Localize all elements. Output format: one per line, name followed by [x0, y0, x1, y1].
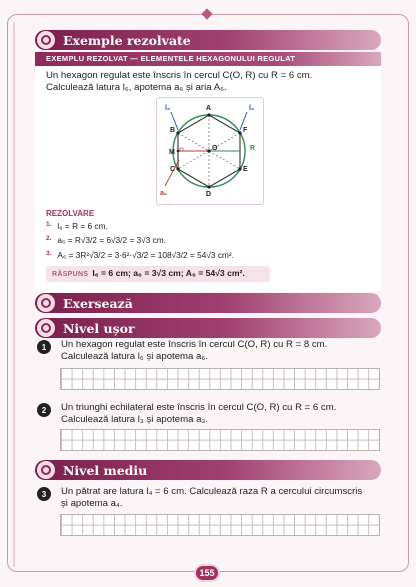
section-header-practice	[35, 293, 381, 313]
side-label-left: l₆	[165, 105, 171, 112]
margin-line	[13, 22, 15, 567]
worked-example-header-text: EXEMPLU REZOLVAT — ELEMENTELE HEXAGONULUI REGULAT	[46, 54, 296, 63]
vertex-label-A: A	[206, 105, 212, 112]
section-header-easy	[35, 318, 381, 338]
example-statement-line-2: Calculează latura l₆, apotema a₆ și aria A₆.	[46, 82, 227, 93]
vertex-label-B: B	[170, 127, 176, 134]
apothem-pointer	[165, 160, 179, 186]
answer-box	[46, 266, 270, 282]
apothem-label: a₆	[160, 190, 168, 197]
exercise-number: 2	[37, 403, 51, 417]
exercise-text: Un hexagon regulat este înscris în cercul C(O, R) cu R = 8 cm. Calculează latura l₆ și apotema a₆.	[61, 339, 328, 362]
page-number: 155	[194, 564, 220, 582]
example-statement	[46, 70, 376, 94]
vertex-label-C: C	[170, 166, 176, 173]
radius-label-R: R	[250, 145, 256, 152]
solution-step-2: $^{2.}$ a₆ = R√3/2 = 6√3/2 = 3√3 cm.	[46, 235, 166, 245]
answer-text: l₆ = 6 cm; a₆ = 3√3 cm; A₆ = 54√3 cm².	[92, 268, 245, 278]
section-header-medium	[35, 460, 381, 480]
example-statement-line-1: Un hexagon regulat este înscris în cercul C(O, R) cu R = 6 cm.	[46, 70, 313, 81]
worked-example-header	[35, 52, 381, 66]
center-label-O: O	[212, 145, 218, 152]
exercise-number: 1	[37, 340, 51, 354]
section-bullet-icon	[37, 294, 55, 312]
section-bullet-icon	[37, 31, 55, 49]
vertex-label-F: F	[243, 127, 248, 134]
answer-grid-2[interactable]	[60, 429, 380, 451]
solution-step-1: $^{1.}$ l₆ = R = 6 cm.	[46, 221, 108, 231]
vertex-label-D: D	[206, 191, 212, 198]
section-title: Nivel ușor	[63, 320, 135, 336]
answer-grid-3[interactable]	[60, 514, 380, 536]
answer-label: RĂSPUNS	[52, 271, 89, 278]
solution-title: REZOLVARE	[46, 209, 95, 218]
side-label-right: l₆	[249, 105, 255, 112]
section-bullet-icon	[37, 461, 55, 479]
section-title: Exemple rezolvate	[63, 32, 191, 48]
vertex-label-E: E	[243, 166, 248, 173]
hexagon-figure	[156, 97, 264, 205]
section-title: Nivel mediu	[63, 462, 148, 478]
section-bullet-icon	[37, 319, 55, 337]
exercise-number: 3	[37, 487, 51, 501]
exercise-text: Un pătrat are latura l₄ = 6 cm. Calculează raza R a cercului circumscris și apotema a₄.	[61, 486, 363, 509]
solution-step-3: $^{3.}$ A₆ = 3R²√3/2 = 3·6²·√3/2 = 108√3/2 = 54√3 cm².	[46, 250, 234, 260]
exercise-text: Un triunghi echilateral este înscris în cercul C(O, R) cu R = 6 cm. Calculează latura l₃ și apotema a₃.	[61, 402, 337, 425]
answer-grid-1[interactable]	[60, 368, 380, 390]
point-label-M: M	[169, 149, 175, 156]
section-title: Exersează	[63, 295, 133, 311]
section-header-examples	[35, 30, 381, 50]
hexagon-diagram	[157, 98, 263, 204]
